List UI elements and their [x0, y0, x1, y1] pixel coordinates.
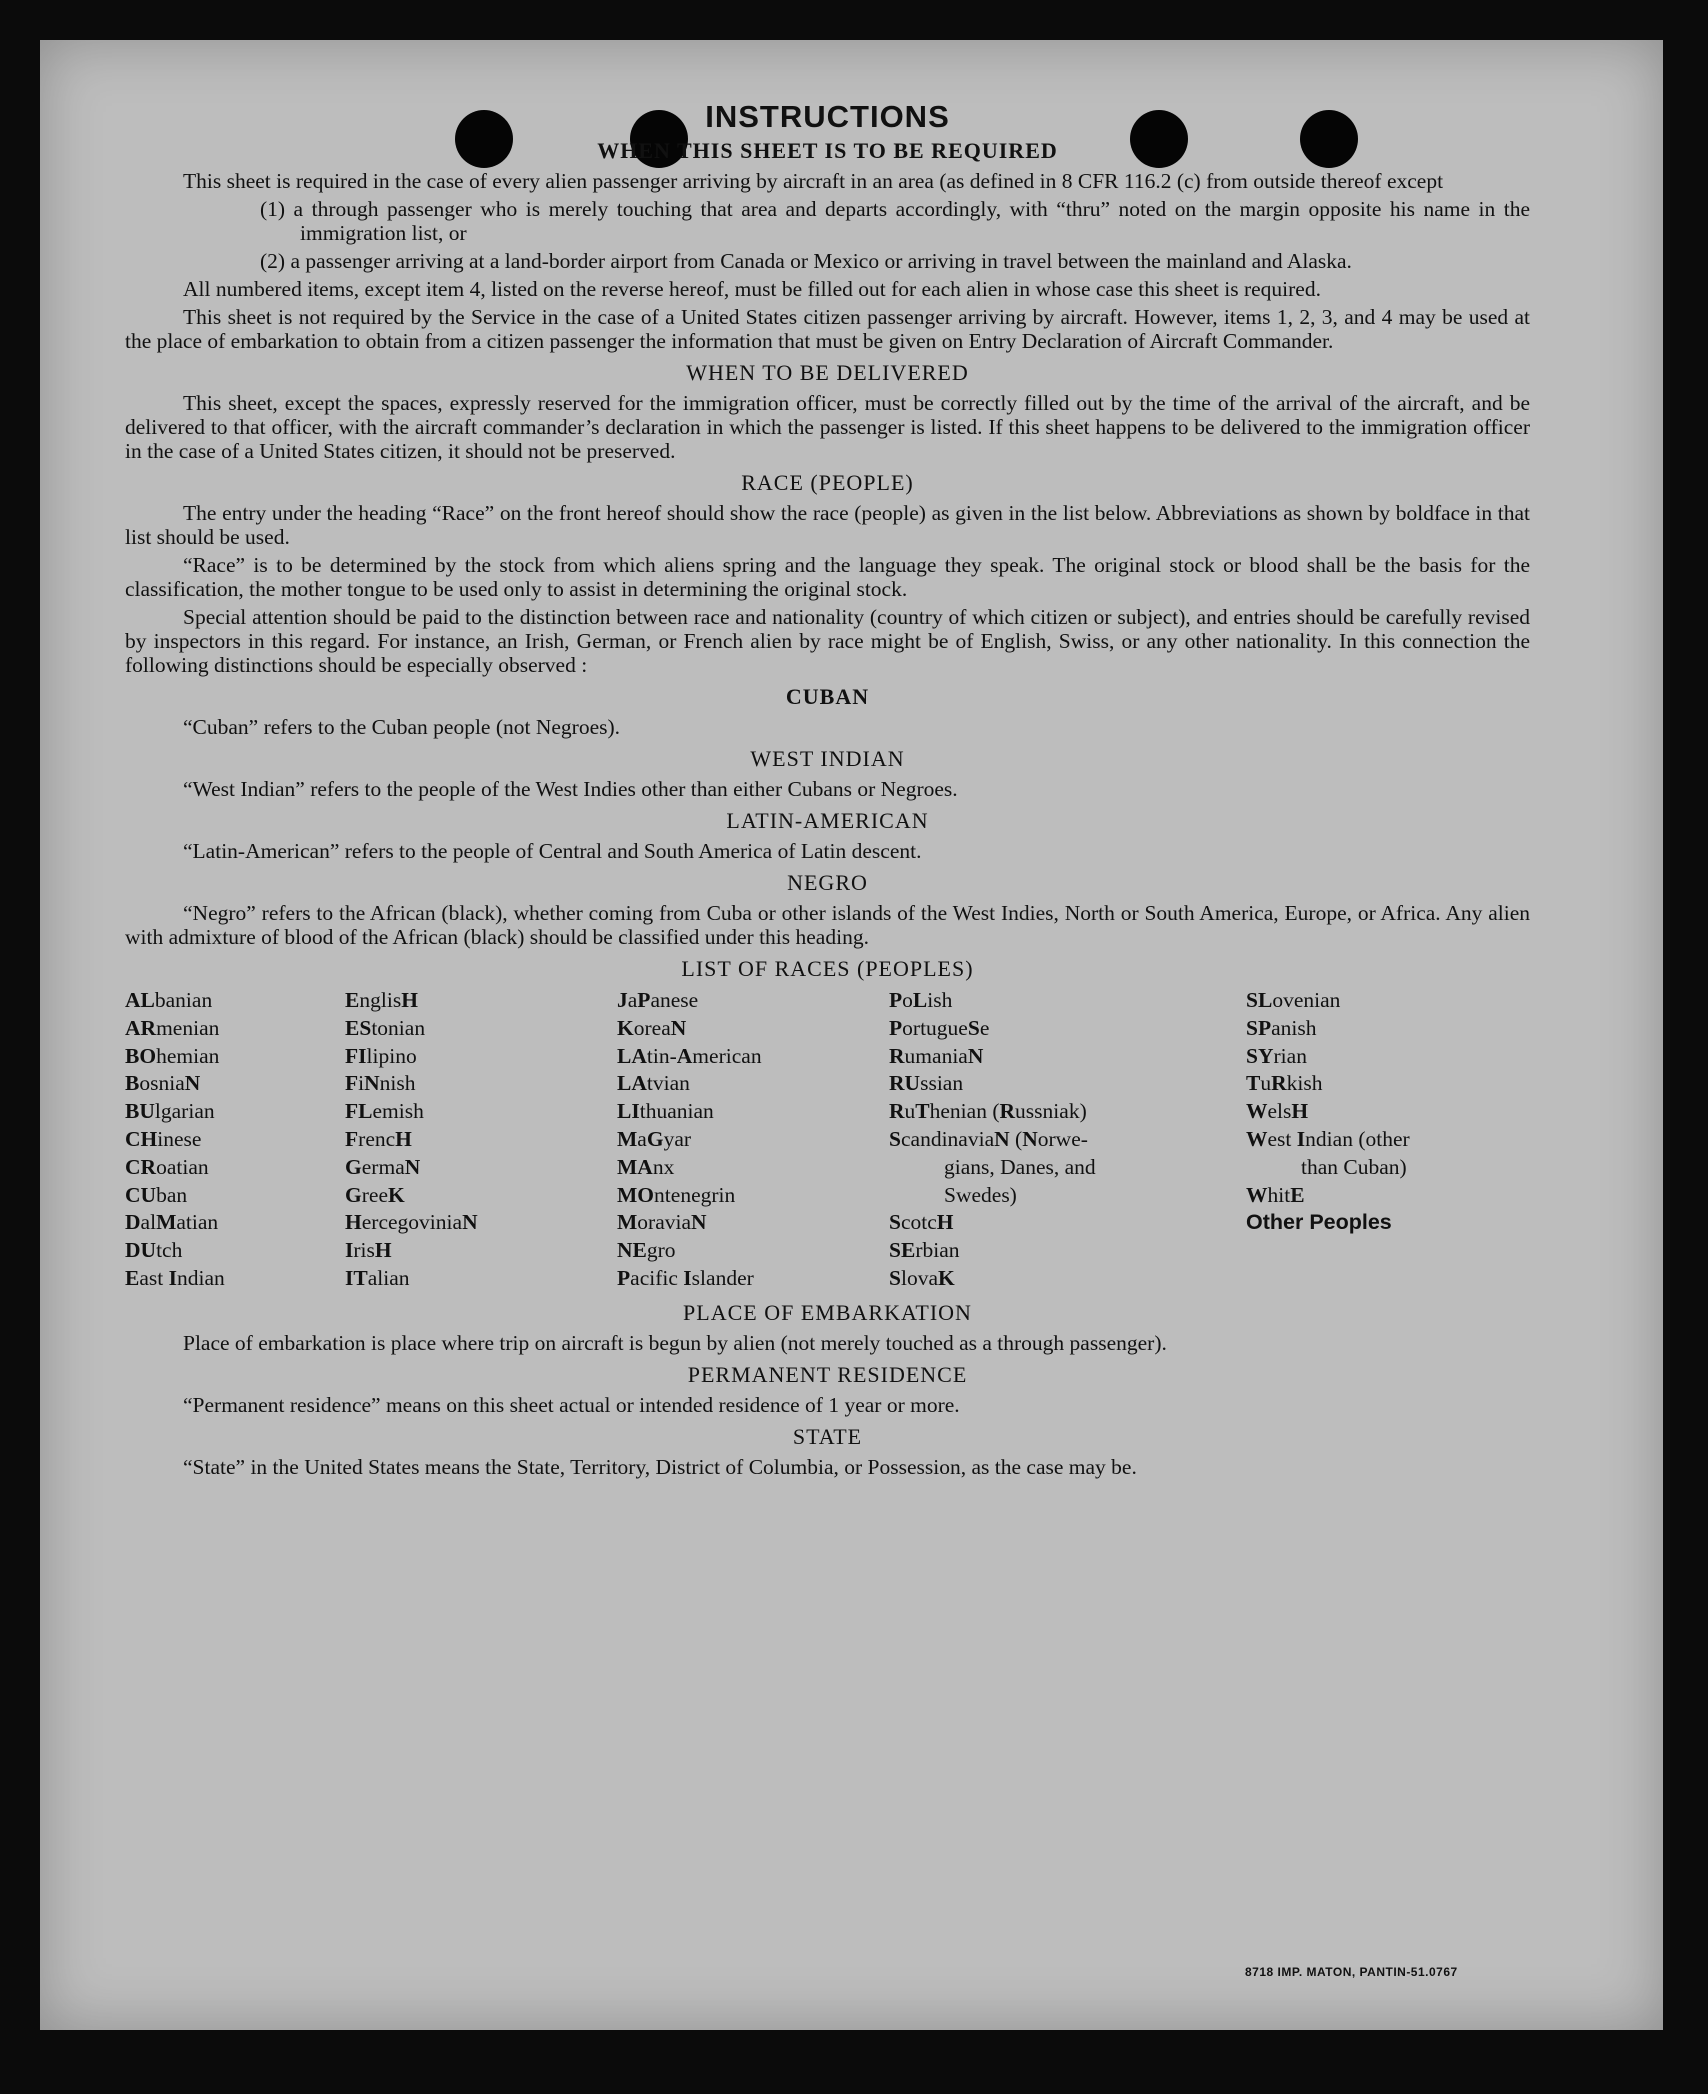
race-item: FiNnish — [345, 1071, 416, 1096]
paragraph: This sheet is required in the case of every alien passenger arriving by aircraft in an area (as defined in 8 CFR 116.2 (c) from outside thereof except — [183, 169, 1444, 193]
race-item: CRoatian — [125, 1154, 209, 1179]
race-item: HercegoviniaN — [345, 1210, 478, 1235]
race-item: CUban — [125, 1182, 188, 1207]
paragraph: “Race” is to be determined by the stock from which aliens spring and the language they speak. The original stock or blood shall be the basis for the classification, the mother tongue to be used only to assist in determining the original stock. — [125, 553, 1530, 601]
race-item: BUlgarian — [125, 1099, 215, 1124]
page-title: INSTRUCTIONS — [705, 99, 950, 134]
race-item: Pacific Islander — [617, 1265, 754, 1290]
race-item: RumaniaN — [889, 1043, 984, 1068]
exception-item: (2) a passenger arriving at a land-border airport from Canada or Mexico or arriving in travel between the mainland and Alaska. — [260, 249, 1352, 273]
race-item: GreeK — [345, 1182, 405, 1207]
race-column — [889, 987, 1246, 1293]
race-item: JaPanese — [617, 988, 699, 1012]
race-item: MAnx — [617, 1154, 675, 1179]
race-item: East Indian — [125, 1265, 225, 1290]
race-item: DUtch — [125, 1238, 183, 1263]
paragraph: Special attention should be paid to the distinction between race and nationality (country of which citizen or subject), and entries should be carefully revised by inspectors in this regard. For instance, an Irish, German, or French alien by race might be of English, Swiss, or any other nationality. In this connection the following distinctions should be especially observed : — [125, 605, 1530, 677]
race-item: SErbian — [889, 1238, 960, 1263]
race-item: LAtin-American — [617, 1043, 762, 1068]
race-item: BosniaN — [125, 1071, 201, 1096]
section-heading: LIST OF RACES (PEOPLES) — [681, 956, 974, 981]
race-item: RuThenian (Russniak) — [889, 1099, 1087, 1124]
race-item: DalMatian — [125, 1210, 219, 1235]
race-column — [617, 987, 889, 1293]
race-item: BOhemian — [125, 1043, 220, 1068]
race-item: SYrian — [1246, 1043, 1307, 1068]
section-heading: PLACE OF EMBARKATION — [683, 1299, 972, 1325]
race-item: FIlipino — [345, 1043, 417, 1068]
race-item: LAtvian — [617, 1071, 690, 1096]
paragraph: “Permanent residence” means on this sheet actual or intended residence of 1 year or more. — [183, 1392, 960, 1417]
paragraph: “Latin-American” refers to the people of Central and South America of Latin descent. — [183, 839, 922, 863]
race-item: Other Peoples — [1246, 1210, 1392, 1235]
race-column — [345, 987, 617, 1293]
race-item: TuRkish — [1246, 1071, 1323, 1096]
race-item: FLemish — [345, 1099, 424, 1124]
section-heading: WHEN THIS SHEET IS TO BE REQUIRED — [597, 138, 1058, 163]
section-heading: CUBAN — [785, 684, 870, 709]
race-item: West Indian (other — [1246, 1126, 1410, 1151]
race-item: WhitE — [1246, 1182, 1305, 1207]
race-column — [125, 987, 345, 1293]
race-item: LIthuanian — [617, 1099, 714, 1124]
paragraph: The entry under the heading “Race” on the front hereof should show the race (people) as given in the list below. Abbreviations as shown by boldface in that list should be used. — [125, 501, 1530, 549]
race-item-continued: than Cuban) — [1301, 1154, 1407, 1179]
race-item: MaGyar — [617, 1126, 692, 1151]
race-item: KoreaN — [617, 1015, 687, 1040]
section-heading: WEST INDIAN — [750, 746, 905, 771]
race-item: ScotcH — [889, 1210, 954, 1235]
paragraph: “Negro” refers to the African (black), whether coming from Cuba or other islands of the West Indies, North or South America, Europe, or Africa. Any alien with admixture of blood of the African (black) should be classified under this heading. — [125, 901, 1530, 949]
section-heading: WHEN TO BE DELIVERED — [686, 360, 969, 385]
race-item: MoraviaN — [617, 1210, 707, 1235]
race-item: PortugueSe — [889, 1015, 990, 1040]
section-heading: NEGRO — [787, 870, 868, 895]
race-item-continued: gians, Danes, and — [944, 1154, 1096, 1179]
paragraph: Place of embarkation is place where trip on aircraft is begun by alien (not merely touched as a through passenger). — [183, 1330, 1167, 1355]
race-item: EnglisH — [345, 988, 418, 1012]
paragraph: “West Indian” refers to the people of the West Indies other than either Cubans or Negroes. — [183, 777, 958, 801]
race-item: MOntenegrin — [617, 1182, 736, 1207]
race-item: ScandinaviaN (Norwe- — [889, 1126, 1088, 1151]
race-column — [1246, 987, 1496, 1293]
race-item: RUssian — [889, 1071, 964, 1096]
section-heading: LATIN-AMERICAN — [726, 808, 929, 833]
race-list — [125, 987, 1530, 1293]
race-item: ARmenian — [125, 1015, 220, 1040]
race-item: NEgro — [617, 1238, 676, 1263]
race-item: ITalian — [345, 1265, 410, 1290]
race-item: GermaN — [345, 1154, 421, 1179]
race-item: IrisH — [345, 1238, 392, 1263]
race-item: SLovenian — [1246, 988, 1341, 1012]
race-item: FrencH — [345, 1126, 412, 1151]
printer-imprint: 8718 IMP. MATON, PANTIN-51.0767 — [1245, 1965, 1458, 1979]
race-item: EStonian — [345, 1015, 426, 1040]
paragraph: This sheet, except the spaces, expressly reserved for the immigration officer, must be correctly filled out by the time of the arrival of the aircraft, and be delivered to that officer, with the aircraft commander’s declaration in which the passenger is listed. If this sheet happens to be delivered to the immigration officer in the case of a United States citizen, it should not be preserved. — [125, 391, 1530, 463]
section-heading: STATE — [792, 1423, 863, 1449]
document-body — [125, 99, 1530, 1483]
section-heading: RACE (PEOPLE) — [741, 470, 914, 495]
exception-item: (1) a through passenger who is merely touching that area and departs accordingly, with “thru” noted on the margin opposite his name in the immigration list, or — [260, 197, 1530, 245]
paragraph: This sheet is not required by the Service in the case of a United States citizen passenger arriving by aircraft. However, items 1, 2, 3, and 4 may be used at the place of embarkation to obtain from a citizen passenger the information that must be given on Entry Declaration of Aircraft Commander. — [125, 305, 1530, 353]
race-item: ALbanian — [125, 988, 213, 1012]
paragraph: “State” in the United States means the State, Territory, District of Columbia, or Possession, as the case may be. — [183, 1454, 1137, 1479]
race-item: PoLish — [889, 988, 953, 1012]
race-item: WelsH — [1246, 1099, 1309, 1124]
paragraph: All numbered items, except item 4, listed on the reverse hereof, must be filled out for each alien in whose case this sheet is required. — [183, 277, 1321, 301]
race-item: CHinese — [125, 1126, 202, 1151]
race-item-continued: Swedes) — [944, 1182, 1017, 1207]
section-heading: PERMANENT RESIDENCE — [687, 1361, 968, 1387]
race-item: SPanish — [1246, 1015, 1317, 1040]
paragraph: “Cuban” refers to the Cuban people (not Negroes). — [183, 715, 621, 739]
race-item: SlovaK — [889, 1265, 955, 1290]
